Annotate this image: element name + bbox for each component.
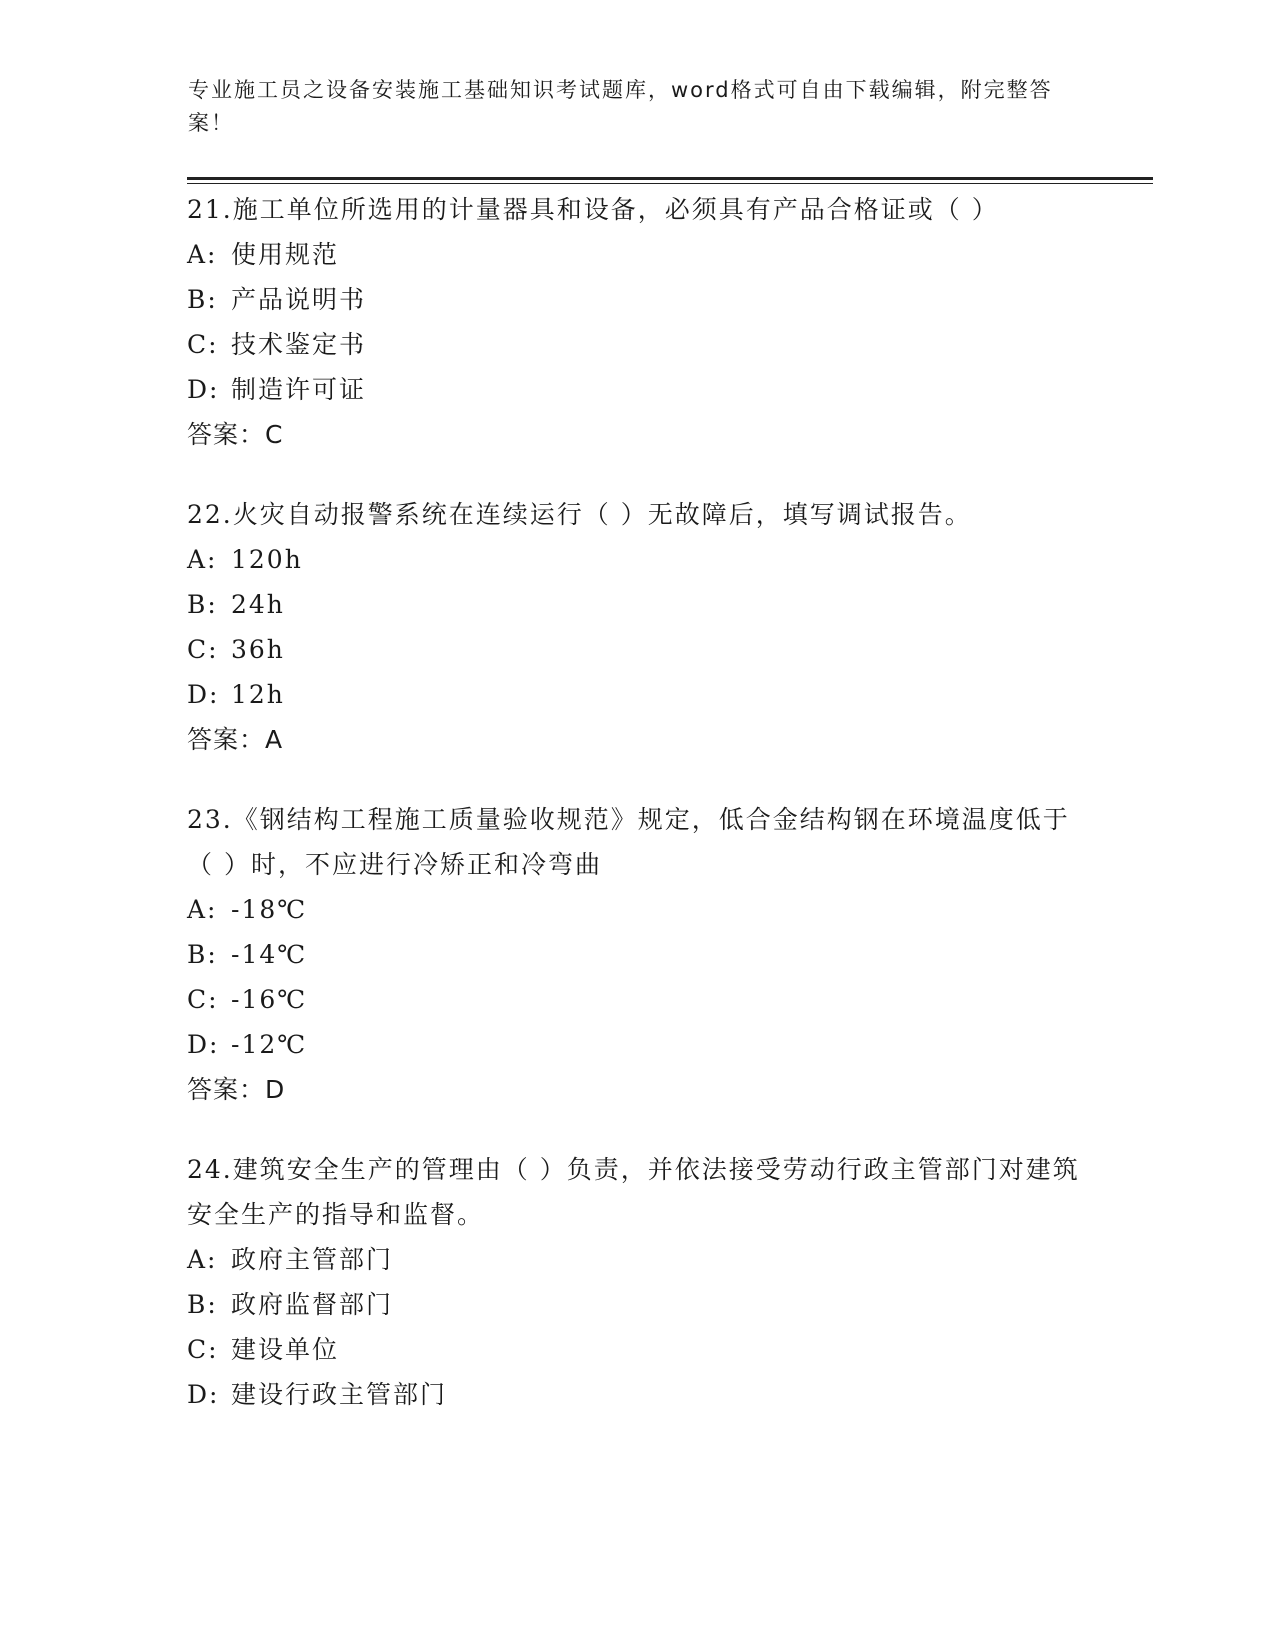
option-text: -16℃ [231, 985, 308, 1014]
option-b [187, 582, 1087, 627]
option-b [187, 277, 1087, 322]
option-text: 36h [231, 635, 285, 664]
option-letter: A: [187, 895, 218, 924]
option-a [187, 537, 1087, 582]
option-b [187, 1282, 1087, 1327]
option-text: -12℃ [231, 1030, 308, 1059]
option-letter: D: [187, 1380, 220, 1409]
question-stem: 22.火灾自动报警系统在连续运行（ ）无故障后，填写调试报告。 [187, 500, 972, 529]
question-23 [187, 797, 1087, 1112]
answer-line [187, 412, 1087, 457]
option-d [187, 1372, 1087, 1417]
document-header: 专业施工员之设备安装施工基础知识考试题库，word格式可自由下载编辑，附完整答案！ [188, 78, 1053, 135]
answer-label: 答案： [187, 1075, 266, 1104]
option-a [187, 1237, 1087, 1282]
option-a [187, 887, 1087, 932]
option-text: 建设单位 [231, 1335, 340, 1364]
option-letter: B: [187, 285, 218, 314]
question-24 [187, 1147, 1087, 1417]
option-c [187, 322, 1087, 367]
answer-label: 答案： [187, 725, 266, 754]
option-text: 使用规范 [231, 240, 340, 269]
option-d [187, 367, 1087, 412]
option-text: -18℃ [231, 895, 308, 924]
answer-value: C [265, 420, 284, 449]
option-text: 制造许可证 [231, 375, 367, 404]
option-b [187, 932, 1087, 977]
option-d [187, 672, 1087, 717]
question-list [187, 187, 1087, 1452]
option-letter: D: [187, 1030, 220, 1059]
header-rule-thin [187, 183, 1153, 184]
option-letter: A: [187, 545, 218, 574]
option-letter: C: [187, 635, 219, 664]
option-text: 24h [231, 590, 285, 619]
question-21 [187, 187, 1087, 457]
question-stem: 21.施工单位所选用的计量器具和设备，必须具有产品合格证或（ ） [187, 195, 999, 224]
option-text: 政府主管部门 [231, 1245, 394, 1274]
option-letter: B: [187, 590, 218, 619]
option-letter: B: [187, 1290, 218, 1319]
option-text: 建设行政主管部门 [231, 1380, 448, 1409]
option-a [187, 232, 1087, 277]
option-letter: B: [187, 940, 218, 969]
option-letter: C: [187, 985, 219, 1014]
option-text: 技术鉴定书 [231, 330, 367, 359]
option-text: 政府监督部门 [231, 1290, 394, 1319]
answer-value: D [265, 1075, 286, 1104]
option-c [187, 627, 1087, 672]
answer-line [187, 1067, 1087, 1112]
option-letter: D: [187, 680, 220, 709]
option-letter: C: [187, 1335, 219, 1364]
option-letter: A: [187, 1245, 218, 1274]
option-d [187, 1022, 1087, 1067]
option-letter: C: [187, 330, 219, 359]
answer-label: 答案： [187, 420, 266, 449]
question-stem: 23.《钢结构工程施工质量验收规范》规定，低合金结构钢在环境温度低于（ ）时，不应进行冷矫正和冷弯曲 [187, 805, 1070, 879]
header-rule-thick [187, 177, 1153, 180]
question-22 [187, 492, 1087, 762]
option-text: 产品说明书 [231, 285, 367, 314]
answer-line [187, 717, 1087, 762]
option-c [187, 1327, 1087, 1372]
option-letter: D: [187, 375, 220, 404]
option-letter: A: [187, 240, 218, 269]
question-stem: 24.建筑安全生产的管理由（ ）负责，并依法接受劳动行政主管部门对建筑安全生产的指导和监督。 [187, 1155, 1080, 1229]
option-text: 12h [231, 680, 285, 709]
option-text: 120h [231, 545, 303, 574]
option-c [187, 977, 1087, 1022]
answer-value: A [265, 725, 284, 754]
option-text: -14℃ [231, 940, 308, 969]
